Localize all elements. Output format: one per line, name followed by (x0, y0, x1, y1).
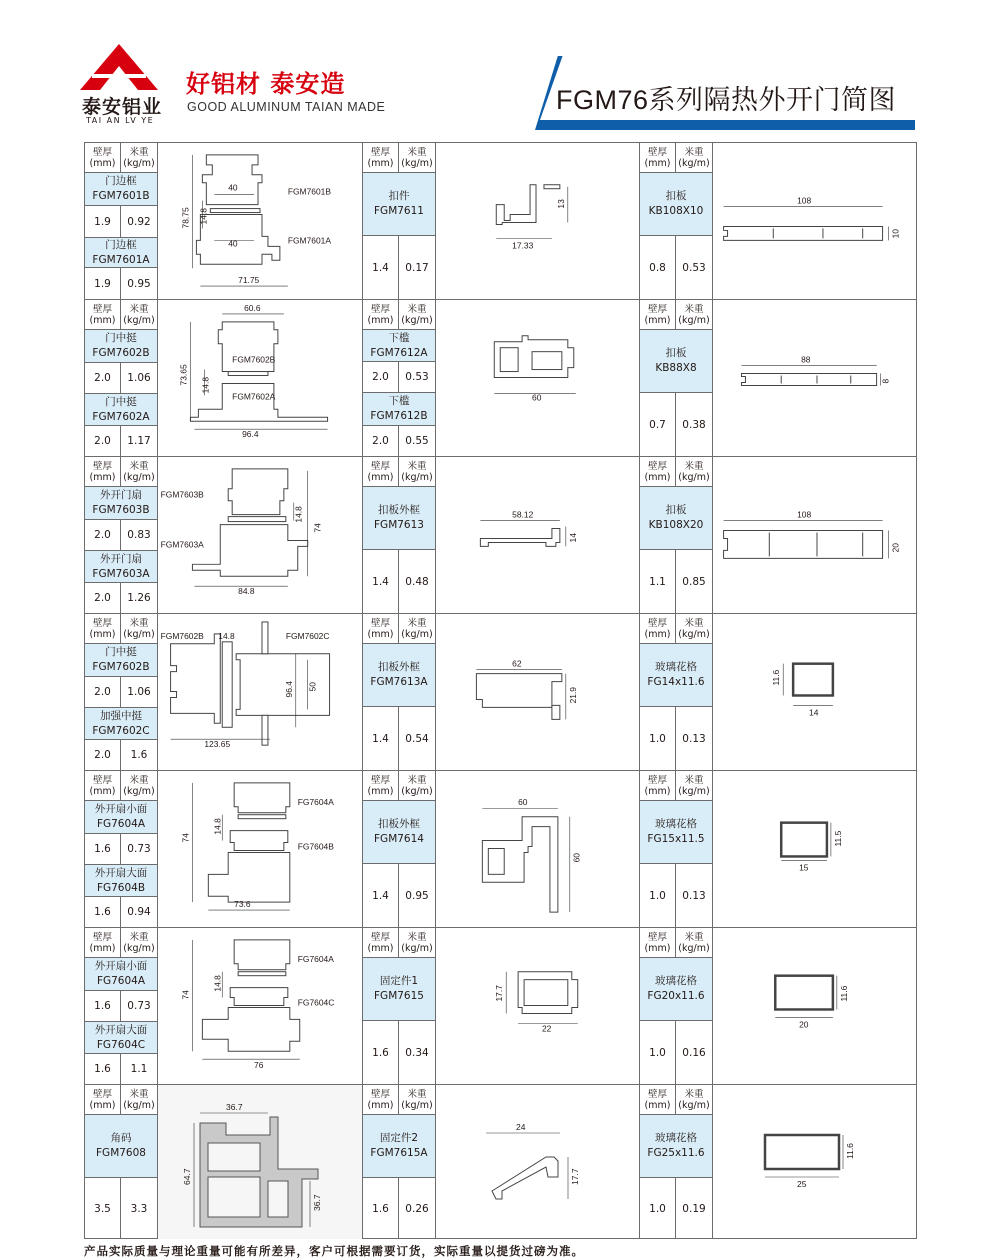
svg-text:14: 14 (809, 707, 819, 718)
svg-text:FGM7603A: FGM7603A (160, 539, 204, 550)
profile-drawing (436, 300, 640, 456)
profile-drawing (436, 614, 640, 770)
svg-text:14.8: 14.8 (212, 818, 223, 835)
svg-text:84.8: 84.8 (238, 586, 255, 597)
profile-drawing (713, 300, 917, 456)
profile-cell (362, 1085, 639, 1239)
svg-text:74: 74 (180, 990, 191, 1000)
page-header (0, 0, 1000, 140)
footer-note: 产品实际质量与理论重量可能有所差异，客户可根据需要订货，实际重量以提货过磅为准。 (84, 1244, 584, 1258)
svg-text:14.8: 14.8 (200, 376, 211, 394)
slogan-en: GOOD ALUMINUM TAIAN MADE (187, 100, 386, 114)
column-header: 壁厚 (mm) 米重 (kg/m) (85, 1085, 157, 1115)
svg-text:10: 10 (890, 228, 901, 239)
slogan-cn: 好铝材 泰安造 (186, 70, 346, 98)
svg-text:14.8: 14.8 (198, 208, 209, 225)
column-header: 壁厚 (mm) 米重 (kg/m) (640, 457, 712, 487)
profile-drawing (158, 300, 362, 456)
svg-text:123.65: 123.65 (204, 739, 231, 750)
profile-drawing (436, 1085, 640, 1239)
svg-text:74: 74 (312, 523, 323, 533)
profile-name: 玻璃花格 FG20x11.6 (640, 958, 712, 1021)
profile-cell (85, 614, 362, 770)
profile-name: 扣板 KB108X10 (640, 173, 712, 236)
svg-text:FG7604A: FG7604A (297, 953, 334, 964)
column-header: 壁厚 (mm) 米重 (kg/m) (363, 928, 435, 958)
profile-name: 扣板外框 FGM7613 (363, 487, 435, 550)
profile-cell (85, 1085, 362, 1239)
svg-text:96.4: 96.4 (283, 681, 294, 698)
table-row (85, 771, 916, 928)
profile-cell (85, 771, 362, 927)
profile-drawing (436, 457, 640, 613)
profile-cell (85, 300, 362, 456)
svg-text:21.9: 21.9 (567, 687, 578, 704)
column-header: 壁厚 (mm) 米重 (kg/m) (85, 143, 157, 173)
profile-name: 外开门扇 FGM7603A (85, 551, 157, 583)
profile-values: 1.9 0.95 (85, 268, 157, 299)
svg-text:11.5: 11.5 (832, 830, 843, 847)
column-header: 壁厚 (mm) 米重 (kg/m) (640, 143, 712, 173)
svg-text:14: 14 (567, 533, 578, 543)
profile-cell (362, 614, 639, 770)
profile-cell (639, 614, 916, 770)
profile-name: 外开扇大面 FG7604C (85, 1022, 157, 1054)
profile-name: 玻璃花格 FG25x11.6 (640, 1115, 712, 1178)
profile-name: 下槛 FGM7612A (363, 330, 435, 362)
profile-cell (362, 300, 639, 456)
profile-values: 1.9 0.92 (85, 206, 157, 238)
profile-name: 门中挺 FGM7602B (85, 644, 157, 677)
svg-text:25: 25 (797, 1179, 807, 1189)
profile-name: 扣件 FGM7611 (363, 173, 435, 236)
svg-text:22: 22 (541, 1023, 552, 1034)
profile-drawing (713, 771, 917, 927)
svg-text:13: 13 (555, 199, 566, 209)
brand-name-en: TAI AN LV YE (86, 116, 155, 125)
profile-values: 2.0 1.26 (85, 583, 157, 613)
profile-drawing (158, 771, 362, 927)
column-header: 壁厚 (mm) 米重 (kg/m) (85, 457, 157, 487)
profile-name: 门边框 FGM7601B (85, 173, 157, 206)
svg-text:40: 40 (228, 238, 238, 249)
profile-name: 固定件1 FGM7615 (363, 958, 435, 1021)
profile-cell (85, 143, 362, 299)
profile-values: 1.0 0.19 (640, 1178, 712, 1239)
table-row (85, 143, 916, 300)
profile-cell (639, 771, 916, 927)
company-logo-icon (80, 44, 158, 90)
profile-drawing (713, 457, 917, 613)
column-header: 壁厚 (mm) 米重 (kg/m) (640, 928, 712, 958)
profile-cell (85, 457, 362, 613)
svg-text:73.6: 73.6 (234, 899, 251, 910)
column-header: 壁厚 (mm) 米重 (kg/m) (640, 300, 712, 330)
profile-drawing (436, 143, 640, 299)
svg-text:15: 15 (799, 862, 809, 873)
column-header: 壁厚 (mm) 米重 (kg/m) (85, 300, 157, 330)
svg-text:FGM7602A: FGM7602A (232, 391, 276, 402)
column-header: 壁厚 (mm) 米重 (kg/m) (640, 771, 712, 801)
svg-text:108: 108 (797, 195, 812, 206)
svg-text:50: 50 (307, 682, 318, 692)
column-header: 壁厚 (mm) 米重 (kg/m) (363, 300, 435, 330)
profile-drawing (158, 457, 362, 613)
profile-name: 门中挺 FGM7602B (85, 330, 157, 363)
profile-name: 玻璃花格 FG14x11.6 (640, 644, 712, 707)
profile-values: 2.0 0.55 (363, 426, 435, 456)
profile-cell (362, 928, 639, 1084)
profile-drawing (436, 771, 640, 927)
svg-text:17.7: 17.7 (494, 985, 505, 1002)
page-title: FGM76系列隔热外开门简图 (556, 85, 897, 115)
profile-values: 2.0 0.83 (85, 520, 157, 551)
svg-text:FGM7601B: FGM7601B (287, 186, 331, 197)
svg-text:8: 8 (880, 378, 891, 384)
profile-name: 外开扇小面 FG7604A (85, 801, 157, 834)
svg-text:71.75: 71.75 (238, 275, 260, 286)
profile-drawing (713, 143, 917, 299)
svg-text:24: 24 (516, 1122, 526, 1132)
profile-cell (639, 457, 916, 613)
svg-text:74: 74 (180, 833, 191, 843)
svg-text:40: 40 (228, 182, 238, 193)
svg-text:73.65: 73.65 (178, 364, 189, 386)
profile-name: 玻璃花格 FG15x11.5 (640, 801, 712, 864)
profile-values: 1.6 1.1 (85, 1054, 157, 1084)
svg-text:11.6: 11.6 (845, 1143, 855, 1159)
svg-text:14.8: 14.8 (212, 975, 223, 992)
column-header: 壁厚 (mm) 米重 (kg/m) (640, 1085, 712, 1115)
profile-drawing (158, 614, 362, 770)
column-header: 壁厚 (mm) 米重 (kg/m) (85, 614, 157, 644)
profile-name: 扣板外框 FGM7613A (363, 644, 435, 707)
svg-text:76: 76 (254, 1060, 264, 1071)
profile-drawing (713, 928, 917, 1084)
profile-name: 外开扇小面 FG7604A (85, 958, 157, 991)
svg-text:FG7604B: FG7604B (297, 841, 334, 852)
profile-values: 0.8 0.53 (640, 236, 712, 299)
column-header: 壁厚 (mm) 米重 (kg/m) (640, 614, 712, 644)
profile-name: 下槛 FGM7612B (363, 393, 435, 426)
table-row (85, 614, 916, 771)
svg-text:17.33: 17.33 (512, 240, 534, 251)
column-header: 壁厚 (mm) 米重 (kg/m) (363, 457, 435, 487)
brand-name-cn: 泰安铝业 (82, 96, 163, 118)
svg-text:60.6: 60.6 (244, 302, 261, 313)
profile-values: 0.7 0.38 (640, 393, 712, 456)
profile-values: 1.6 0.73 (85, 991, 157, 1022)
profile-name: 门边框 FGM7601A (85, 238, 157, 268)
profile-values: 1.6 0.34 (363, 1021, 435, 1084)
profile-drawing (436, 928, 640, 1084)
profile-cell (639, 300, 916, 456)
profile-name: 外开门扇 FGM7603B (85, 487, 157, 520)
svg-text:20: 20 (799, 1019, 809, 1030)
profile-cell (362, 143, 639, 299)
profile-cell (362, 457, 639, 613)
profile-values: 2.0 1.6 (85, 740, 157, 770)
svg-text:62: 62 (512, 658, 522, 669)
svg-text:FG7604C: FG7604C (297, 997, 335, 1008)
profile-name: 扣板 KB88X8 (640, 330, 712, 393)
profile-drawing (158, 1085, 362, 1239)
profile-cell (362, 771, 639, 927)
svg-text:78.75: 78.75 (180, 207, 191, 229)
profile-values: 1.4 0.95 (363, 864, 435, 927)
profile-name: 门中挺 FGM7602A (85, 394, 157, 426)
svg-text:FG7604A: FG7604A (297, 796, 334, 807)
svg-text:36.7: 36.7 (312, 1194, 322, 1211)
column-header: 壁厚 (mm) 米重 (kg/m) (363, 614, 435, 644)
profile-values: 2.0 0.53 (363, 362, 435, 393)
profile-cell (639, 143, 916, 299)
svg-text:14.8: 14.8 (218, 630, 235, 641)
profile-name: 扣板 KB108X20 (640, 487, 712, 550)
svg-text:FGM7602C: FGM7602C (285, 630, 330, 641)
svg-text:60: 60 (532, 392, 542, 403)
svg-text:FGM7603B: FGM7603B (160, 489, 204, 500)
profile-drawing (158, 928, 362, 1084)
svg-text:11.6: 11.6 (838, 985, 849, 1002)
column-header: 壁厚 (mm) 米重 (kg/m) (85, 928, 157, 958)
profile-name: 固定件2 FGM7615A (363, 1115, 435, 1178)
column-header: 壁厚 (mm) 米重 (kg/m) (363, 1085, 435, 1115)
profile-values: 1.1 0.85 (640, 550, 712, 613)
profile-values: 1.0 0.16 (640, 1021, 712, 1084)
svg-text:108: 108 (797, 509, 812, 520)
table-row (85, 300, 916, 457)
profile-values: 1.0 0.13 (640, 864, 712, 927)
profile-values: 2.0 1.06 (85, 363, 157, 394)
profile-values: 1.6 0.26 (363, 1178, 435, 1239)
profile-cell (639, 928, 916, 1084)
svg-text:FGM7602B: FGM7602B (232, 354, 276, 365)
svg-text:17.7: 17.7 (570, 1168, 580, 1185)
svg-text:96.4: 96.4 (242, 429, 259, 440)
svg-text:60: 60 (571, 853, 582, 863)
profile-values: 1.4 0.17 (363, 236, 435, 299)
profile-drawing (713, 614, 917, 770)
table-row (85, 928, 916, 1085)
svg-text:36.7: 36.7 (226, 1102, 243, 1112)
profile-values: 1.6 0.94 (85, 897, 157, 927)
profile-values: 2.0 1.06 (85, 677, 157, 708)
svg-text:60: 60 (518, 796, 528, 807)
profile-values: 1.4 0.48 (363, 550, 435, 613)
svg-text:FGM7601A: FGM7601A (287, 235, 331, 246)
svg-text:14.8: 14.8 (293, 506, 304, 523)
profile-name: 加强中挺 FGM7602C (85, 708, 157, 740)
svg-text:88: 88 (801, 354, 811, 365)
svg-text:FGM7602B: FGM7602B (160, 630, 204, 641)
profile-name: 角码 FGM7608 (85, 1115, 157, 1178)
profile-name: 扣板外框 FGM7614 (363, 801, 435, 864)
svg-text:20: 20 (890, 542, 901, 553)
profile-drawing (158, 143, 362, 299)
column-header: 壁厚 (mm) 米重 (kg/m) (363, 143, 435, 173)
profile-name: 外开扇大面 FG7604B (85, 865, 157, 897)
profile-drawing (713, 1085, 917, 1239)
column-header: 壁厚 (mm) 米重 (kg/m) (363, 771, 435, 801)
svg-text:58.12: 58.12 (512, 509, 534, 520)
table-row (85, 457, 916, 614)
svg-text:11.6: 11.6 (771, 669, 782, 686)
profile-values: 1.6 0.73 (85, 834, 157, 865)
table-row (85, 1085, 916, 1239)
profile-values: 1.4 0.54 (363, 707, 435, 770)
profile-values: 3.5 3.3 (85, 1178, 157, 1239)
profile-values: 1.0 0.13 (640, 707, 712, 770)
column-header: 壁厚 (mm) 米重 (kg/m) (85, 771, 157, 801)
profile-values: 2.0 1.17 (85, 426, 157, 456)
svg-text:64.7: 64.7 (182, 1168, 192, 1185)
profile-table (84, 142, 917, 1239)
profile-cell (639, 1085, 916, 1239)
profile-cell (85, 928, 362, 1084)
